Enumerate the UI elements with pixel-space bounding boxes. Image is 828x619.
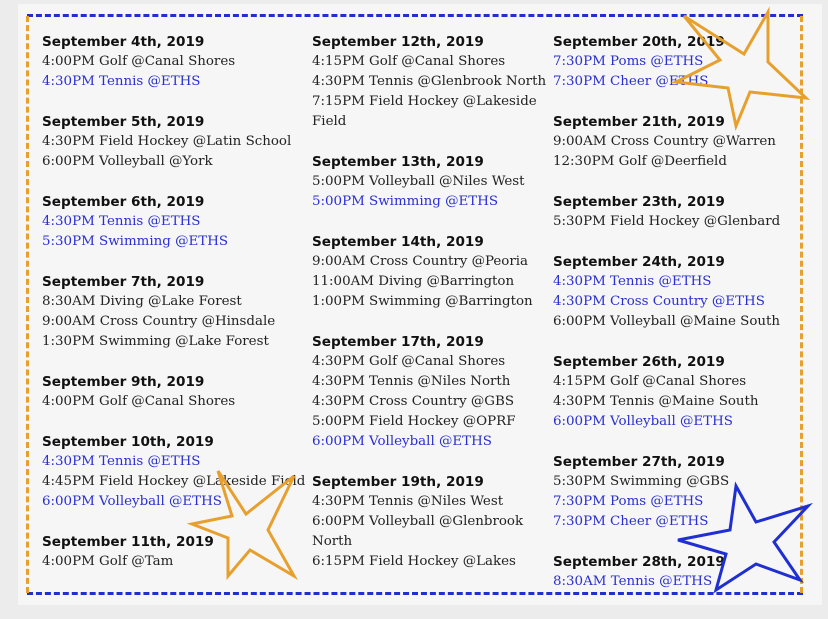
away-event: 6:00PM Volleyball @York <box>42 154 213 169</box>
away-event: 1:00PM Swimming @Barrington <box>312 294 533 309</box>
day-block <box>312 232 547 312</box>
orange-star-top-right <box>676 10 810 130</box>
home-event: 7:30PM Poms @ETHS <box>553 494 704 509</box>
blue-star-bottom-right <box>676 484 812 594</box>
away-event: 8:30AM Diving @Lake Forest <box>42 294 242 309</box>
day-date: September 14th, 2019 <box>312 234 484 250</box>
away-event: 4:15PM Golf @Canal Shores <box>312 54 506 69</box>
away-event: 4:30PM Tennis @Glenbrook North <box>312 74 547 89</box>
day-date: September 6th, 2019 <box>42 194 205 210</box>
home-event: 4:30PM Tennis @ETHS <box>553 274 712 289</box>
day-block <box>42 372 307 412</box>
home-event: 4:30PM Tennis @ETHS <box>42 214 201 229</box>
day-date: September 19th, 2019 <box>312 474 484 490</box>
away-event: 5:00PM Field Hockey @OPRF <box>312 414 516 429</box>
home-event: 4:30PM Tennis @ETHS <box>42 74 201 89</box>
day-date: September 28th, 2019 <box>553 554 725 570</box>
day-date: September 12th, 2019 <box>312 34 484 50</box>
day-date: September 20th, 2019 <box>553 34 725 50</box>
day-block <box>312 332 547 452</box>
away-event: 4:00PM Golf @Canal Shores <box>42 394 236 409</box>
day-date: September 17th, 2019 <box>312 334 484 350</box>
day-date: September 5th, 2019 <box>42 114 205 130</box>
away-event: 4:30PM Tennis @Niles North <box>312 374 511 389</box>
day-block <box>312 152 547 212</box>
day-date: September 10th, 2019 <box>42 434 214 450</box>
away-event: 1:30PM Swimming @Lake Forest <box>42 334 269 349</box>
home-event: 5:30PM Swimming @ETHS <box>42 234 229 249</box>
day-date: September 26th, 2019 <box>553 354 725 370</box>
away-event: 6:15PM Field Hockey @Lakes <box>312 554 516 569</box>
star-outline <box>676 12 806 126</box>
away-event: 9:00AM Cross Country @Warren <box>553 134 776 149</box>
away-event: 4:45PM Field Hockey @Lakeside Field <box>42 474 306 489</box>
away-event: 9:00AM Cross Country @Hinsdale <box>42 314 276 329</box>
away-event: 4:30PM Tennis @Niles West <box>312 494 504 509</box>
day-date: September 27th, 2019 <box>553 454 725 470</box>
day-block <box>553 352 818 432</box>
home-event: 4:30PM Cross Country @ETHS <box>553 294 765 309</box>
orange-star-left <box>190 468 296 580</box>
home-event: 6:00PM Volleyball @ETHS <box>312 434 492 449</box>
away-event: 4:15PM Golf @Canal Shores <box>553 374 747 389</box>
home-event: 8:30AM Tennis @ETHS <box>553 574 713 589</box>
home-event: 6:00PM Volleyball @ETHS <box>42 494 222 509</box>
day-block <box>312 472 547 572</box>
home-event: 4:30PM Tennis @ETHS <box>42 454 201 469</box>
star-outline <box>678 486 808 590</box>
away-event: 5:30PM Swimming @GBS <box>553 474 730 489</box>
day-block <box>42 112 307 172</box>
away-event: 7:15PM Field Hockey @Lakeside Field <box>312 94 537 129</box>
star-outline <box>192 471 294 576</box>
home-event: 6:00PM Volleyball @ETHS <box>553 414 733 429</box>
away-event: 5:30PM Field Hockey @Glenbard <box>553 214 781 229</box>
away-event: 6:00PM Volleyball @Glenbrook North <box>312 514 524 549</box>
home-event: 7:30PM Cheer @ETHS <box>553 514 709 529</box>
dashed-border-left <box>26 16 29 593</box>
schedule-column-2 <box>312 32 547 592</box>
day-date: September 7th, 2019 <box>42 274 205 290</box>
day-block <box>553 252 818 332</box>
away-event: 4:30PM Tennis @Maine South <box>553 394 759 409</box>
away-event: 9:00AM Cross Country @Peoria <box>312 254 529 269</box>
day-date: September 24th, 2019 <box>553 254 725 270</box>
away-event: 6:00PM Volleyball @Maine South <box>553 314 781 329</box>
away-event: 11:00AM Diving @Barrington <box>312 274 515 289</box>
away-event: 5:00PM Volleyball @Niles West <box>312 174 525 189</box>
day-date: September 21th, 2019 <box>553 114 725 130</box>
home-event: 7:30PM Cheer @ETHS <box>553 74 709 89</box>
day-date: September 4th, 2019 <box>42 34 205 50</box>
away-event: 4:30PM Field Hockey @Latin School <box>42 134 292 149</box>
day-block <box>42 272 307 352</box>
day-date: September 13th, 2019 <box>312 154 484 170</box>
away-event: 4:30PM Golf @Canal Shores <box>312 354 506 369</box>
day-block <box>42 192 307 252</box>
away-event: 4:00PM Golf @Tam <box>42 554 174 569</box>
away-event: 4:00PM Golf @Canal Shores <box>42 54 236 69</box>
day-block <box>553 192 818 232</box>
day-date: September 9th, 2019 <box>42 374 205 390</box>
day-block <box>42 32 307 92</box>
home-event: 7:30PM Poms @ETHS <box>553 54 704 69</box>
home-event: 5:00PM Swimming @ETHS <box>312 194 499 209</box>
away-event: 12:30PM Golf @Deerfield <box>553 154 727 169</box>
day-block <box>312 32 547 132</box>
away-event: 4:30PM Cross Country @GBS <box>312 394 515 409</box>
day-date: September 11th, 2019 <box>42 534 214 550</box>
day-date: September 23th, 2019 <box>553 194 725 210</box>
